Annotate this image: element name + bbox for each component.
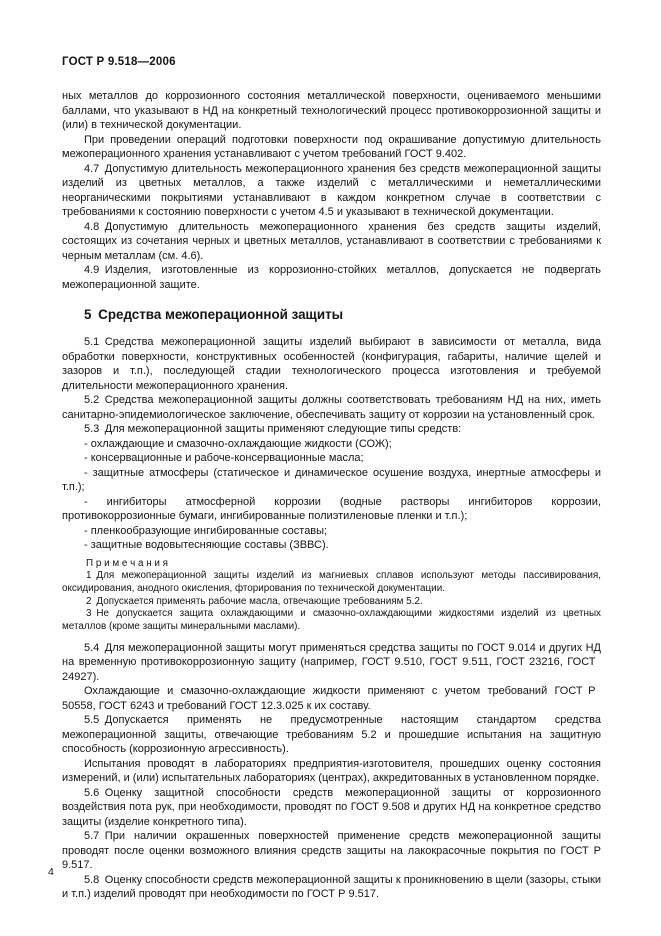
bullet-item-corrosion-inhibitors: - ингибиторы атмосферной коррозии (водные растворы ингибиторов коррозии, противокоррозионные бумаги, ингибированные полиэтиленовые пленки и т.п.); (62, 495, 601, 522)
note-item-1: 1 Для межоперационной защиты изделий из магниевых сплавов используют методы пассивирования, оксидирования, анодного окисления, фторирования по технической документации. (62, 570, 601, 594)
doc-code-header: ГОСТ Р 9.518—2006 (62, 56, 176, 68)
note-item-2: 2 Допускается применять рабочие масла, отвечающие требованиям 5.2. (86, 595, 423, 607)
page-content (62, 56, 601, 902)
clause-4-9: 4.9 Изделия, изготовленные из коррозионно-стойких металлов, допускается не подвергать межоперационной защите. (62, 264, 601, 291)
clause-5-7: 5.7 При наличии окрашенных поверхностей применение средств межоперационной защиты проводят после оценки возможного влияния средств защиты на лакокрасочные покрытия по ГОСТ Р 9.517. (62, 830, 601, 872)
clause-5-3: 5.3 Для межоперационной защиты применяют следующие типы средств: (84, 423, 462, 435)
clause-5-5: 5.5 Допускается применять не предусмотренные настоящим стандартом средства межоперационной защиты, отвечающие требованиям 5.2 и прошедшие испытания на защитную способность (коррозионную агрессивность). (62, 714, 601, 756)
bullet-item-water-displacing: - защитные водовытесняющие составы (ЗВВС). (84, 539, 329, 551)
clause-5-2: 5.2 Средства межоперационной защиты должны соответствовать требованиям НД на них, иметь санитарно-эпидемиологическое заключение, обеспечивать защиту от коррозии на установленный срок. (62, 394, 601, 421)
clause-5-1: 5.1 Средства межоперационной защиты изделий выбирают в зависимости от металла, вида обработки поверхности, конструктивных особенностей (конфигурация, габариты, наличие щелей и зазоров и т.п.), последующей стадии технологического процесса изготовления и требуемой длительности межоперационного хранения. (62, 336, 601, 392)
notes-title: П р и м е ч а н и я (86, 557, 169, 569)
clause-5-8: 5.8 Оценку способности средств межоперационной защиты к проникновению в щели (зазоры, стыки и т.п.) изделий проводят при необходимости по ГОСТ Р 9.517. (62, 873, 601, 901)
clause-5-6: 5.6 Оценку защитной способности средств межоперационной защиты от коррозионного воздействия пота рук, при необходимости, проводят по ГОСТ 9.508 и других НД на конкретное средство защиты (изделие конкретного типа). (62, 786, 601, 828)
clause-4-7: 4.7 Допустимую длительность межоперационного хранения без средств межоперационной защиты изделий из цветных металлов, а также изделий с металлическими и неметаллическими неорганическими покрытиями устанавливают в каждом конкретном случае в соответствии с требованиями к состоянию поверхности с учетом 4.5 и указывают в технической документации. (62, 162, 601, 218)
section-5-heading: 5 Средства межоперационной защиты (84, 307, 344, 322)
paragraph-surface-prep: При проведении операций подготовки поверхности под окрашивание допустимую длительность межоперационного хранения устанавливают с учетом требований ГОСТ 9.402. (62, 133, 601, 160)
bullet-item-film-forming: - пленкообразующие ингибированные составы; (84, 524, 328, 537)
notes-block (62, 558, 601, 634)
bullet-item-conservation-oils: - консервационные и рабоче-консервационные масла; (84, 452, 364, 464)
clause-5-4-cooling: Охлаждающие и смазочно-охлаждающие жидкости применяют с учетом требований ГОСТ Р 50558, ГОСТ 6243 и требований ГОСТ 12.3.025 к их составу. (62, 685, 601, 712)
bullet-item-protective-atmospheres: - защитные атмосферы (статическое и динамическое осушение воздуха, инертные атмосферы и т.п.); (62, 466, 601, 493)
clause-5-5-testing: Испытания проводят в лабораториях предприятия-изготовителя, прошедших оценку состояния измерений, и (или) испытательных лабораториях (центрах), аккредитованных в установленном порядке. (62, 757, 601, 785)
paragraph-continuation: ных металлов до коррозионного состояния металлической поверхности, оцениваемого меньшими баллами, что указывают в НД на конкретный технологический процесс противокоррозионной защиты и (или) в технической документации. (62, 90, 601, 131)
note-item-3: 3 Не допускается защита охлаждающими и смазочно-охлаждающими жидкостями изделий из цветных металлов (кроме защиты минеральными маслами). (62, 608, 601, 633)
page-number: 4 (48, 866, 54, 878)
bullet-item-cooling-liquids: - охлаждающие и смазочно-охлаждающие жидкости (СОЖ); (84, 437, 392, 450)
clause-4-8: 4.8 Допустимую длительность межоперационного хранения без средств защиты изделий, состоящих из сочетания черных и цветных металлов, устанавливают в соответствии с требованиями к черным металлам (см. 4.6). (62, 220, 601, 262)
clause-5-4: 5.4 Для межоперационной защиты могут применяться средства защиты по ГОСТ 9.014 и других НД на временную противокоррозионную защиту (например, ГОСТ 9.510, ГОСТ 9.511, ГОСТ 23216, ГОСТ 24927). (62, 641, 601, 683)
